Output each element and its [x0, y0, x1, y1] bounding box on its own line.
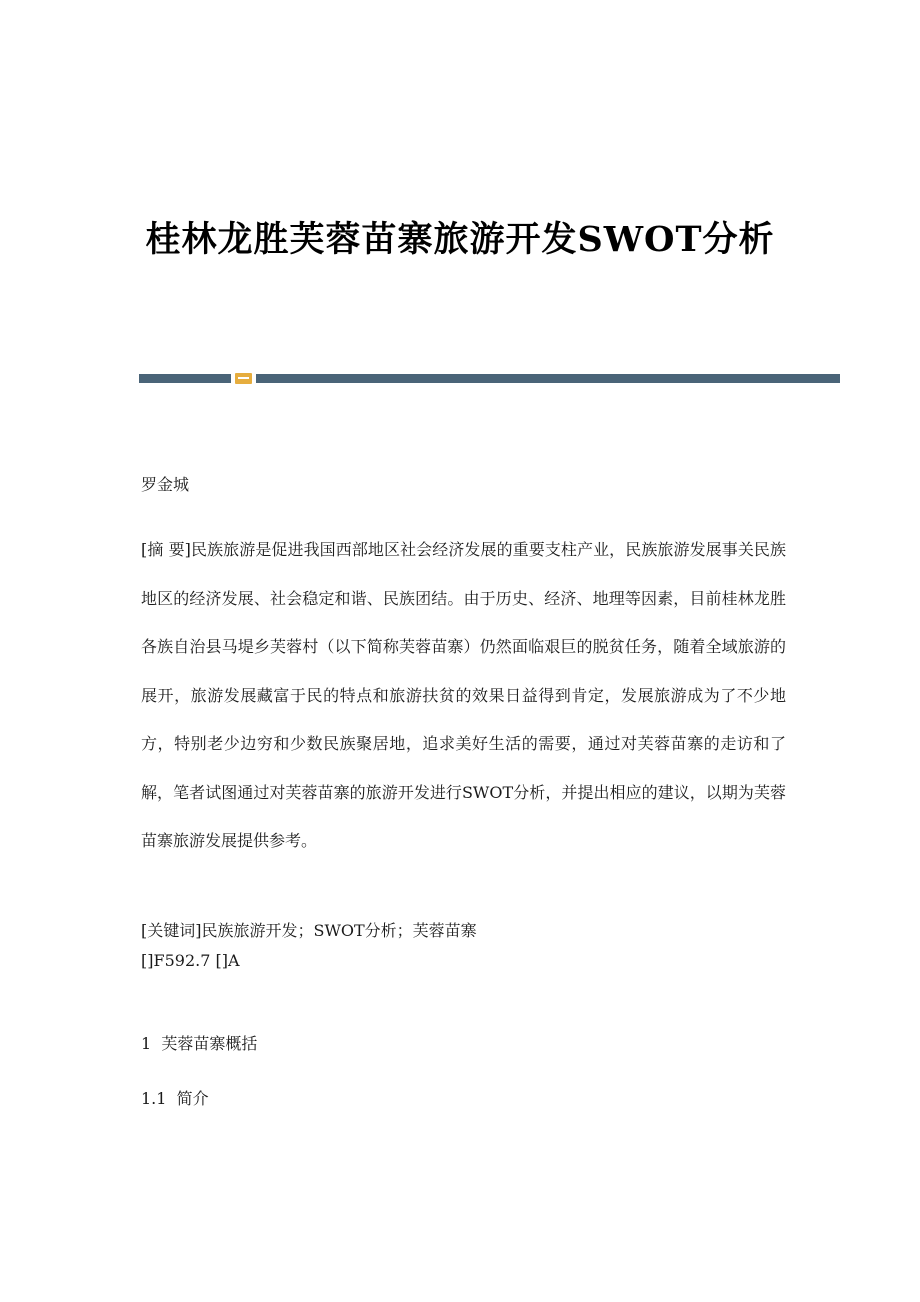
keywords-line: [关键词]民族旅游开发；SWOT分析；芙蓉苗寨 — [141, 921, 477, 940]
section-heading-1-1: 1.1 简介 — [141, 1089, 209, 1108]
classification-code: []F592.7 []A — [141, 951, 240, 970]
title-rule-left — [139, 374, 231, 383]
title-rule-right — [256, 374, 840, 383]
rule-marker-icon — [235, 373, 252, 384]
document-title: 桂林龙胜芙蓉苗寨旅游开发SWOT分析 — [145, 219, 775, 260]
section-heading-1: 1 芙蓉苗寨概括 — [141, 1034, 258, 1053]
author-name: 罗金城 — [141, 475, 190, 494]
abstract-paragraph: [摘 要]民族旅游是促进我国西部地区社会经济发展的重要支柱产业，民族旅游发展事关民族地区的经济发展、社会稳定和谐、民族团结。由于历史、经济、地理等因素，目前桂林龙胜各族自治县马堤乡芙蓉村（以下简称芙蓉苗寨）仍然面临艰巨的脱贫任务，随着全域旅游的展开，旅游发展藏富于民的特点和旅游扶贫的效果日益得到肯定，发展旅游成为了不少地方，特别老少边穷和少数民族聚居地，追求美好生活的需要，通过对芙蓉苗寨的走访和了解，笔者试图通过对芙蓉苗寨的旅游开发进行SWOT分析，并提出相应的建议，以期为芙蓉苗寨旅游发展提供参考。 — [141, 540, 786, 850]
